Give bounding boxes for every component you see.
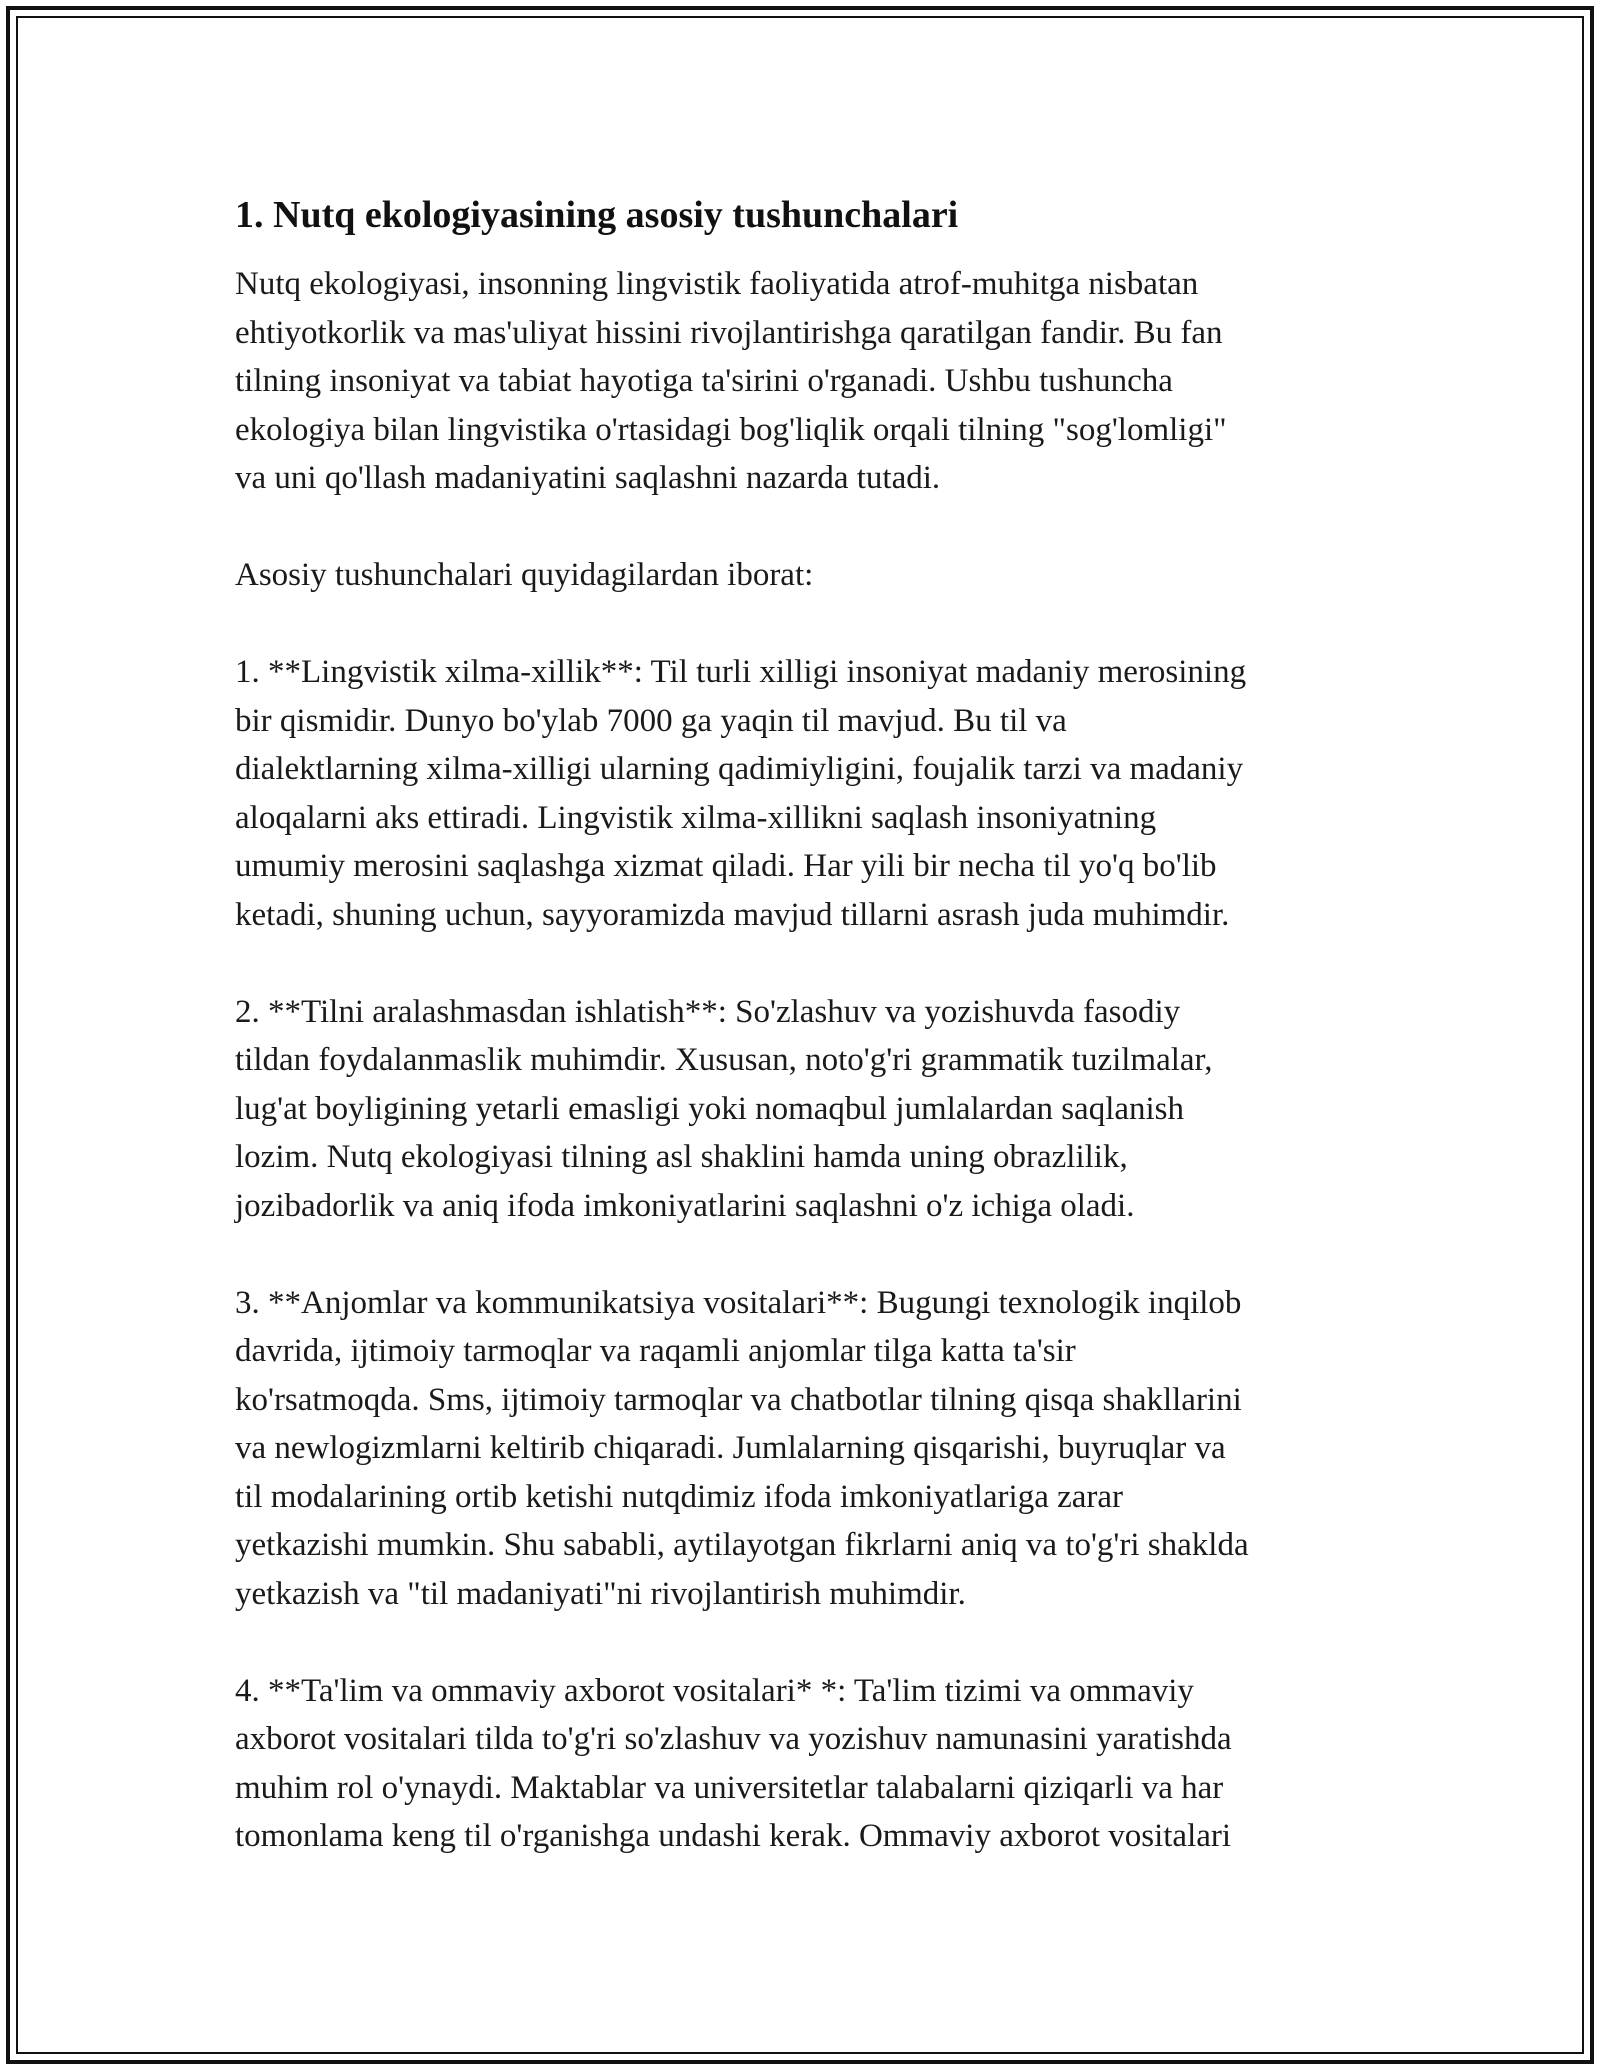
text-line: jozibadorlik va aniq ifoda imkoniyatlarini saqlashni o'z ichiga oladi. — [235, 1187, 1135, 1224]
text-line: muhim rol o'ynaydi. Maktablar va universitetlar talabalarni qiziqarli va har — [235, 1769, 1224, 1806]
text-line: ekologiya bilan lingvistika o'rtasidagi bog'liqlik orqali tilning "sog'lomligi" — [235, 411, 1227, 448]
text-line: tildan foydalanmaslik muhimdir. Xususan, noto'g'ri grammatik tuzilmalar, — [235, 1042, 1213, 1078]
text-line: va newlogizmlarni keltirib chiqaradi. Jumlalarning qisqarishi, buyruqlar va — [235, 1430, 1226, 1466]
document-body — [235, 190, 1370, 1909]
text-line: ehtiyotkorlik va mas'uliyat hissini rivojlantirishga qaratilgan fandir. Bu fan — [235, 314, 1223, 351]
text-line: Nutq ekologiyasi, insonning lingvistik faoliyatida atrof-muhitga nisbatan — [235, 266, 1199, 302]
paragraph-item-2 — [235, 988, 1370, 1231]
text-line: Asosiy tushunchalari quyidagilardan iborat: — [235, 557, 814, 593]
text-line: davrida, ijtimoiy tarmoqlar va raqamli anjomlar tilga katta ta'sir — [235, 1333, 1076, 1369]
text-line: 3. **Anjomlar va kommunikatsiya vositalari**: Bugungi texnologik inqilob — [235, 1284, 1242, 1321]
paragraph-item-1 — [235, 648, 1370, 939]
text-line: 2. **Tilni aralashmasdan ishlatish**: So'zlashuv va yozishuvda fasodiy — [235, 993, 1181, 1030]
text-line: axborot vositalari tilda to'g'ri so'zlashuv va yozishuv namunasini yaratishda — [235, 1721, 1232, 1757]
paragraph-list-intro — [235, 551, 1370, 600]
text-line: umumiy merosini saqlashga xizmat qiladi. Har yili bir necha til yo'q bo'lib — [235, 848, 1217, 884]
text-line: lozim. Nutq ekologiyasi tilning asl shaklini hamda uning obrazlilik, — [235, 1139, 1128, 1175]
text-line: tomonlama keng til o'rganishga undashi kerak. Ommaviy axborot vositalari — [235, 1818, 1232, 1854]
paragraph-item-3 — [235, 1279, 1370, 1619]
paragraph-intro — [235, 260, 1370, 503]
text-line: dialektlarning xilma-xilligi ularning qadimiyligini, foujalik tarzi va madaniy — [235, 751, 1244, 787]
text-line: 1. **Lingvistik xilma-xillik**: Til turli xilligi insoniyat madaniy merosining — [235, 654, 1247, 690]
section-heading: 1. Nutq ekologiyasining asosiy tushunchalari — [235, 194, 959, 236]
text-line: lug'at boyligining yetarli emasligi yoki nomaqbul jumlalardan saqlanish — [235, 1090, 1185, 1127]
text-line: ketadi, shuning uchun, sayyoramizda mavjud tillarni asrash juda muhimdir. — [235, 896, 1230, 933]
text-line: til modalarining ortib ketishi nutqdimiz ifoda imkoniyatlariga zarar — [235, 1478, 1124, 1515]
text-line: va uni qo'llash madaniyatini saqlashni nazarda tutadi. — [235, 460, 941, 496]
text-line: aloqalarni aks ettiradi. Lingvistik xilma-xillikni saqlash insoniyatning — [235, 799, 1157, 836]
text-line: tilning insoniyat va tabiat hayotiga ta'sirini o'rganadi. Ushbu tushuncha — [235, 363, 1173, 399]
text-line: yetkazishi mumkin. Shu sababli, aytilayotgan fikrlarni aniq va to'g'ri shaklda — [235, 1527, 1249, 1563]
paragraph-item-4 — [235, 1667, 1370, 1861]
text-line: ko'rsatmoqda. Sms, ijtimoiy tarmoqlar va chatbotlar tilning qisqa shakllarini — [235, 1381, 1242, 1418]
text-line: yetkazish va "til madaniyati"ni rivojlantirish muhimdir. — [235, 1575, 966, 1612]
text-line: 4. **Ta'lim va ommaviy axborot vositalari* *: Ta'lim tizimi va ommaviy — [235, 1672, 1194, 1709]
text-line: bir qismidir. Dunyo bo'ylab 7000 ga yaqin til mavjud. Bu til va — [235, 702, 1067, 739]
